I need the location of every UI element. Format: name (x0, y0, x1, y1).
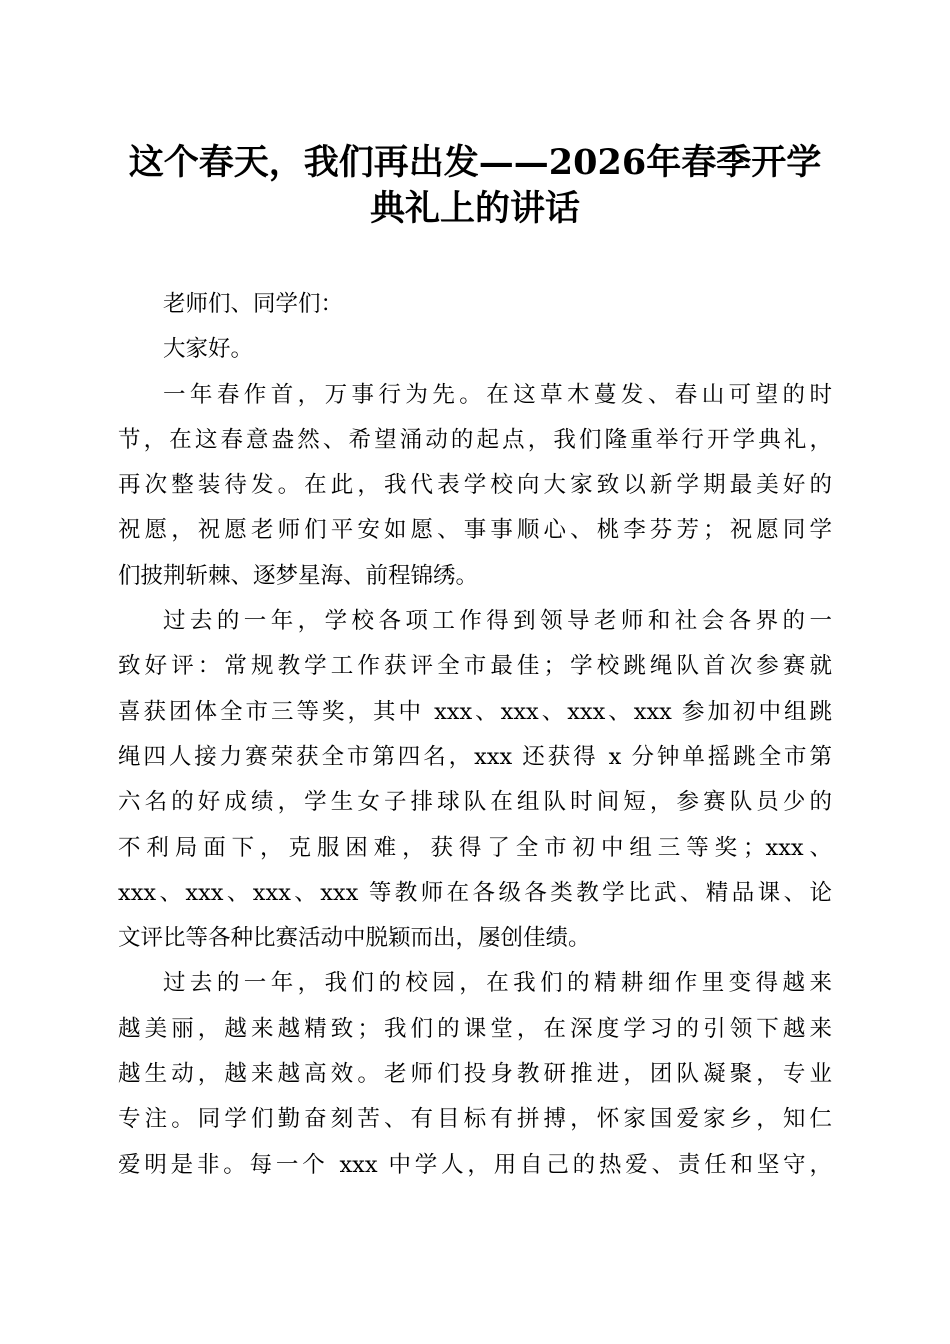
paragraph-1 (118, 373, 832, 599)
salutation-paragraph (118, 282, 832, 327)
paragraph-line: xxx、xxx、xxx、xxx 等教师在各级各类教学比武、精品课、论 (118, 879, 832, 906)
paragraph-3 (118, 961, 832, 1187)
paragraph-line: 专注。同学们勤奋刻苦、有目标有拼搏，怀家国爱家乡，知仁 (118, 1106, 832, 1133)
paragraph-line: 爱明是非。每一个 xxx 中学人，用自己的热爱、责任和坚守， (118, 1151, 832, 1178)
paragraph-line: 绳四人接力赛荣获全市第四名，xxx 还获得 x 分钟单摇跳全市第 (118, 743, 832, 770)
greeting-text: 大家好。 (163, 336, 254, 363)
paragraph-line: 节，在这春意盎然、希望涌动的起点，我们隆重举行开学典礼， (118, 426, 832, 453)
title-line-2: 典礼上的讲话 (369, 188, 580, 229)
salutation-text: 老师们、同学们： (163, 291, 344, 317)
paragraph-line: 越美丽，越来越精致；我们的课堂，在深度学习的引领下越来 (118, 1015, 832, 1042)
paragraph-line: 文评比等各种比赛活动中脱颖而出，屡创佳绩。 (118, 925, 591, 952)
document-title (100, 140, 850, 232)
paragraph-line: 致好评：常规教学工作获评全市最佳；学校跳绳队首次参赛就 (118, 653, 832, 680)
paragraph-line: 们披荆斩棘、逐梦星海、前程锦绣。 (118, 562, 479, 589)
paragraph-line: 过去的一年，我们的校园，在我们的精耕细作里变得越来 (163, 970, 832, 997)
title-line-1: 这个春天，我们再出发——2026年春季开学 (128, 142, 822, 183)
paragraph-line: 不利局面下，克服困难，获得了全市初中组三等奖；xxx、 (118, 834, 832, 861)
paragraph-line: 越生动，越来越高效。老师们投身教研推进，团队凝聚，专业 (118, 1061, 832, 1088)
paragraph-line: 再次整装待发。在此，我代表学校向大家致以新学期最美好的 (118, 472, 832, 499)
paragraph-line: 一年春作首，万事行为先。在这草木蔓发、春山可望的时 (163, 381, 832, 408)
paragraph-line: 六名的好成绩，学生女子排球队在组队时间短，参赛队员少的 (118, 789, 832, 816)
paragraph-line: 过去的一年，学校各项工作得到领导老师和社会各界的一 (163, 608, 832, 635)
paragraph-line: 喜获团体全市三等奖，其中 xxx、xxx、xxx、xxx 参加初中组跳 (118, 698, 832, 725)
document-body (118, 282, 832, 1188)
greeting-paragraph (118, 327, 832, 372)
paragraph-2 (118, 599, 832, 961)
paragraph-line: 祝愿，祝愿老师们平安如愿、事事顺心、桃李芬芳；祝愿同学 (118, 517, 832, 544)
